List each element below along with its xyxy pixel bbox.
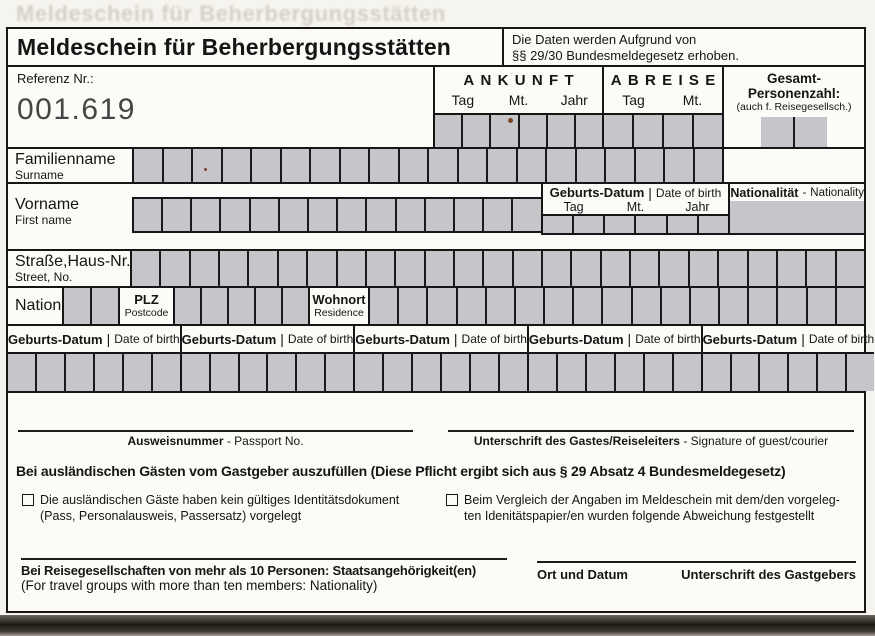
street-row [8, 238, 864, 288]
companion-birthdate-label-de: Geburts-Datum [355, 331, 450, 347]
char-cell [795, 117, 827, 147]
char-cell [459, 149, 489, 182]
char-cell [808, 288, 837, 324]
departure-title: ABREISE [610, 72, 722, 89]
guest-signature-label-de: Unterschrift des Gastes/Reiseleiters [473, 434, 680, 448]
nationality-label-en: Nationality [810, 186, 864, 199]
title-row [8, 29, 864, 67]
arrival-month-label: Mt. [508, 92, 529, 108]
char-cell [749, 251, 778, 286]
char-cell [558, 354, 587, 391]
char-cell [164, 149, 194, 182]
char-cell [66, 354, 95, 391]
guest-signature-field [448, 430, 854, 448]
char-cell [64, 288, 92, 324]
char-cell [400, 149, 430, 182]
travel-groups-text-de: Bei Reisegesellschaften von mehr als 10 Personen: Staatsangehörigkeit(en) [21, 563, 477, 578]
foreign-guests-heading: Bei ausländischen Gästen vom Gastgeber auszufüllen (Diese Pflicht ergibt sich aus § 29 Absatz 4 Bundesmeldegesetz) [16, 463, 786, 479]
postcode-cells [173, 288, 308, 324]
arrival-title: ANKUNFT [463, 72, 580, 89]
reference-dates-row [8, 67, 864, 149]
char-cell [487, 288, 516, 324]
char-cell [543, 216, 574, 233]
reference-number-box [8, 67, 433, 147]
travel-groups-text-en: (For travel groups with more than ten members: Nationality) [21, 578, 378, 593]
nationality-label-de: Nationalität [730, 185, 799, 200]
host-signature-line [537, 561, 856, 563]
char-cell [633, 288, 662, 324]
companion-birthdate-header [8, 326, 180, 352]
host-signature-label: Unterschrift des Gastgebers [681, 567, 856, 582]
firstname-label-en: First name [15, 213, 72, 227]
char-cell [175, 288, 202, 324]
total-persons-cells [761, 117, 827, 147]
char-cell [37, 354, 66, 391]
firstname-row [8, 184, 864, 238]
passport-number-label-de: Ausweisnummer [127, 434, 224, 448]
companion-birthdate-cells [182, 352, 354, 391]
char-cell [837, 288, 864, 324]
companion-birthdate-section [529, 326, 703, 391]
char-cell [428, 288, 457, 324]
char-cell [426, 251, 455, 286]
char-cell [529, 354, 558, 391]
char-cell [163, 199, 192, 231]
discrepancy-line-1: Beim Vergleich der Angaben im Meldeschein mit dem/den vorgeleg- [464, 493, 840, 507]
char-cell [520, 115, 548, 147]
char-cell [429, 149, 459, 182]
scan-edge-shadow [0, 615, 875, 636]
char-cell [223, 149, 253, 182]
char-cell [95, 354, 124, 391]
residence-label [308, 288, 368, 324]
char-cell [426, 199, 455, 231]
host-signature-block [537, 561, 856, 611]
char-cell [690, 251, 719, 286]
signatures-row [8, 393, 864, 459]
companion-birthdate-cells [355, 352, 527, 391]
char-cell [92, 288, 118, 324]
reference-number-label: Referenz Nr.: [17, 71, 94, 86]
char-cell [719, 251, 748, 286]
char-cell [191, 251, 220, 286]
char-cell [516, 288, 545, 324]
birthdate-label-en: Date of birth [655, 185, 722, 200]
companion-birthdate-label-en: Date of birth [114, 332, 180, 346]
char-cell [283, 288, 308, 324]
birthdate-header [543, 184, 729, 201]
reference-number-value: 001.619 [17, 93, 136, 126]
separator-dash: - [683, 434, 688, 448]
discrepancy-text [464, 492, 840, 547]
char-cell [574, 216, 605, 233]
departure-column-labels [604, 89, 722, 113]
bleedthrough-title: Meldeschein für Beherbergungsstätten [16, 1, 446, 26]
scan-speck [204, 168, 207, 171]
char-cell [455, 251, 484, 286]
surname-row [8, 149, 864, 184]
no-id-document-text [40, 492, 399, 547]
companion-birthdate-label-en: Date of birth [635, 332, 701, 346]
birthdate-cells [543, 214, 729, 233]
departure-section [602, 67, 722, 147]
total-persons-note: (auch f. Reisegesellsch.) [736, 101, 852, 113]
companion-birthdate-label-en: Date of birth [287, 332, 354, 346]
char-cell [396, 251, 425, 286]
scan-speck [508, 118, 513, 123]
char-cell [720, 288, 749, 324]
char-cell [211, 354, 240, 391]
char-cell [221, 199, 250, 231]
separator-pipe: | [453, 331, 458, 347]
title-cell [8, 29, 502, 65]
privacy-line-2: §§ 29/30 Bundesmeldegesetz erhoben. [512, 48, 739, 63]
char-cell [761, 117, 795, 147]
char-cell [500, 354, 527, 391]
char-cell [634, 115, 664, 147]
char-cell [463, 115, 491, 147]
companion-birthdate-header [529, 326, 701, 352]
char-cell [435, 115, 463, 147]
char-cell [760, 354, 789, 391]
char-cell [818, 354, 847, 391]
companion-birthdate-label-de: Geburts-Datum [702, 331, 798, 347]
total-persons-section [722, 67, 864, 147]
companion-birthdate-cells [8, 352, 180, 391]
passport-number-label-en: Passport No. [234, 434, 304, 448]
char-cell [513, 199, 540, 231]
char-cell [455, 199, 484, 231]
companion-birthdate-header [182, 326, 354, 352]
char-cell [279, 251, 308, 286]
char-cell [311, 149, 341, 182]
street-label-de: Straße,Haus-Nr. [15, 253, 131, 270]
char-cell [587, 354, 616, 391]
companion-birthdate-section [182, 326, 356, 391]
arrival-column-labels [435, 89, 602, 113]
char-cell [442, 354, 471, 391]
char-cell [484, 251, 513, 286]
separator-dash: - [226, 434, 231, 448]
char-cell [229, 288, 256, 324]
char-cell [514, 251, 543, 286]
char-cell [545, 288, 574, 324]
char-cell [384, 354, 413, 391]
char-cell [778, 288, 807, 324]
char-cell [458, 288, 487, 324]
privacy-note [502, 29, 864, 65]
nationality-entry-area [730, 201, 864, 233]
char-cell [397, 199, 426, 231]
place-date-label: Ort und Datum [537, 567, 628, 582]
travel-groups-block [21, 547, 507, 611]
separator-pipe: | [627, 331, 632, 347]
companion-birthdate-header [703, 326, 875, 352]
char-cell [280, 199, 309, 231]
char-cell [471, 354, 500, 391]
checkbox-icon [446, 494, 458, 506]
birthdate-column-labels [543, 201, 729, 214]
discrepancy-option [446, 492, 864, 547]
char-cell [268, 354, 297, 391]
residence-cells [368, 288, 864, 324]
char-cell [604, 115, 634, 147]
departure-month-label: Mt. [682, 92, 703, 108]
companion-birthdate-header [355, 326, 527, 352]
char-cell [134, 149, 164, 182]
firstname-label-de: Vorname [15, 196, 80, 213]
arrival-day-label: Tag [451, 92, 475, 108]
char-cell [308, 251, 337, 286]
char-cell [602, 251, 631, 286]
separator-dash: - [802, 186, 807, 199]
char-cell [338, 199, 367, 231]
char-cell [694, 115, 722, 147]
arrival-section [433, 67, 602, 147]
char-cell [367, 251, 396, 286]
total-persons-label-2: Personenzahl: [747, 86, 841, 101]
char-cell [548, 115, 576, 147]
char-cell [182, 354, 211, 391]
char-cell [297, 354, 326, 391]
char-cell [220, 251, 249, 286]
char-cell [132, 251, 161, 286]
char-cell [574, 288, 603, 324]
char-cell [249, 251, 278, 286]
birthdate-box [541, 184, 731, 235]
char-cell [577, 149, 607, 182]
char-cell [645, 354, 674, 391]
char-cell [124, 354, 153, 391]
bottom-row [8, 547, 864, 611]
char-cell [488, 149, 518, 182]
host-signature-labels [537, 567, 856, 582]
char-cell [605, 216, 636, 233]
surname-row-blank [722, 149, 864, 182]
companion-birthdate-section [703, 326, 875, 391]
char-cell [837, 251, 864, 286]
companion-birthdate-label-de: Geburts-Datum [528, 331, 624, 347]
separator-pipe: | [801, 331, 805, 347]
char-cell [240, 354, 269, 391]
form-title: Meldeschein für Beherbergungsstätten [17, 33, 452, 60]
no-id-document-line-1: Die ausländischen Gäste haben kein gültiges Identitätsdokument [40, 493, 400, 507]
surname-label [8, 149, 132, 182]
companion-birthdate-label-de: Geburts-Datum [181, 331, 277, 347]
char-cell [338, 251, 367, 286]
passport-number-line [18, 430, 413, 448]
char-cell [252, 149, 282, 182]
char-cell [636, 149, 666, 182]
meldeschein-form [6, 27, 875, 613]
char-cell [691, 288, 720, 324]
discrepancy-line-2: ten Idenitätspapier/en wurden folgende Abweichung festgestellt [464, 509, 815, 523]
char-cell [778, 251, 807, 286]
char-cell [326, 354, 353, 391]
char-cell [251, 199, 280, 231]
firstname-cells-wrap [132, 184, 541, 238]
char-cell [282, 149, 312, 182]
nation-cells [62, 288, 118, 324]
char-cell [668, 216, 699, 233]
postcode-label-de: PLZ [134, 292, 159, 307]
companion-birthdates-row [8, 326, 875, 393]
nationality-box [730, 184, 864, 235]
char-cell [192, 199, 221, 231]
char-cell [367, 199, 396, 231]
char-cell [631, 251, 660, 286]
checkboxes-row [8, 483, 864, 547]
char-cell [193, 149, 223, 182]
char-cell [703, 354, 732, 391]
nation-postcode-row [8, 288, 864, 326]
checkbox-icon [22, 494, 34, 506]
char-cell [153, 354, 180, 391]
separator-pipe: | [280, 331, 284, 347]
char-cell [699, 216, 728, 233]
street-label [8, 249, 132, 288]
char-cell [636, 216, 667, 233]
arrival-year-label: Jahr [560, 92, 588, 108]
foreign-guests-heading-row [8, 459, 864, 483]
char-cell [8, 354, 37, 391]
arrival-date-cells [435, 113, 602, 147]
travel-groups-line [21, 558, 507, 560]
char-cell [256, 288, 283, 324]
departure-day-label: Tag [622, 92, 645, 108]
birthdate-day-label: Tag [563, 200, 584, 214]
firstname-cells [132, 197, 541, 233]
char-cell [789, 354, 818, 391]
no-id-document-option [22, 492, 422, 547]
street-cells [132, 249, 864, 288]
nationality-header [730, 184, 864, 201]
surname-label-de: Familienname [15, 151, 116, 168]
char-cell [732, 354, 761, 391]
char-cell [309, 199, 338, 231]
char-cell [484, 199, 513, 231]
companion-birthdate-label-de: Geburts-Datum [8, 331, 103, 347]
char-cell [807, 251, 836, 286]
companion-birthdate-cells [703, 352, 875, 391]
char-cell [370, 149, 400, 182]
companion-birthdate-cells [529, 352, 701, 391]
departure-date-cells [604, 113, 722, 147]
companion-birthdate-section [8, 326, 182, 391]
char-cell [547, 149, 577, 182]
char-cell [518, 149, 548, 182]
street-label-en: Street, No. [15, 270, 73, 284]
companion-birthdate-label-en: Date of birth [461, 332, 527, 346]
char-cell [606, 149, 636, 182]
char-cell [603, 288, 632, 324]
char-cell [399, 288, 428, 324]
birthdate-year-label: Jahr [685, 200, 710, 214]
birthdate-label-de: Geburts-Datum [549, 185, 645, 200]
residence-label-en: Residence [314, 307, 364, 319]
char-cell [543, 251, 572, 286]
char-cell [341, 149, 371, 182]
guest-signature-label-en: Signature of guest/courier [690, 434, 829, 448]
char-cell [847, 354, 874, 391]
char-cell [491, 115, 519, 147]
nation-label: Nation [15, 297, 62, 314]
char-cell [695, 149, 723, 182]
char-cell [616, 354, 645, 391]
char-cell [161, 251, 190, 286]
postcode-label [118, 288, 173, 324]
surname-label-en: Surname [15, 168, 64, 182]
total-persons-label-1: Gesamt- [766, 71, 822, 86]
privacy-line-1: Die Daten werden Aufgrund von [512, 32, 697, 47]
companion-birthdate-label-en: Date of birth [808, 332, 875, 346]
char-cell [134, 199, 163, 231]
postcode-label-en: Postcode [124, 307, 169, 319]
companion-birthdate-section [355, 326, 529, 391]
surname-cells [132, 149, 722, 182]
char-cell [665, 149, 695, 182]
char-cell [660, 251, 689, 286]
separator-pipe: | [106, 331, 111, 347]
char-cell [664, 115, 694, 147]
passport-number-field [18, 430, 413, 448]
char-cell [202, 288, 229, 324]
char-cell [370, 288, 399, 324]
char-cell [413, 354, 442, 391]
guest-signature-line [448, 430, 854, 448]
birthdate-month-label: Mt. [626, 200, 645, 214]
char-cell [576, 115, 602, 147]
separator-pipe: | [648, 184, 652, 201]
char-cell [674, 354, 701, 391]
char-cell [355, 354, 384, 391]
firstname-label [8, 184, 132, 238]
no-id-document-line-2: (Pass, Personalausweis, Passersatz) vorgelegt [40, 509, 302, 523]
char-cell [662, 288, 691, 324]
residence-label-de: Wohnort [312, 292, 366, 307]
char-cell [749, 288, 778, 324]
char-cell [572, 251, 601, 286]
